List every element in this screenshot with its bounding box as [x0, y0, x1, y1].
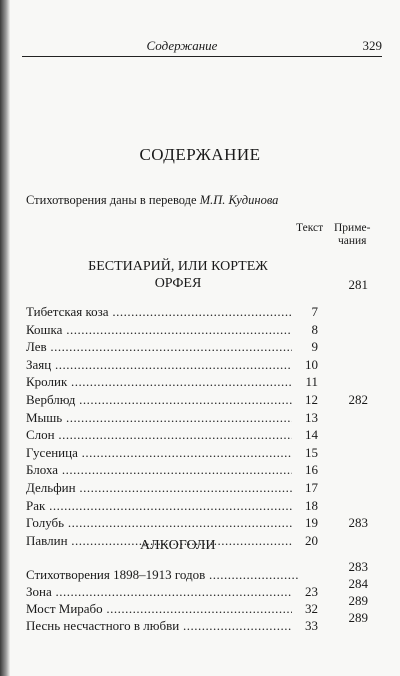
section-title-alcools: АЛКОГОЛИ	[140, 538, 216, 553]
toc-list-bestiary	[26, 303, 370, 549]
toc-entry-page: 11	[292, 373, 318, 390]
toc-entry[interactable]	[26, 514, 370, 532]
running-head	[22, 34, 382, 60]
section-title-line2: ОРФЕЯ	[154, 276, 202, 291]
toc-entry[interactable]	[26, 593, 370, 617]
toc-list-alcools	[26, 559, 370, 634]
toc-entry-title: Гусеница .....	[26, 444, 298, 461]
toc-entry-title: Заяц .....	[26, 356, 298, 373]
toc-entry-title: Павлин .....	[26, 532, 298, 549]
section-title-bestiary	[60, 258, 296, 292]
translator-name: М.П. Кудинова	[199, 193, 279, 207]
toc-entry-page: 13	[292, 409, 318, 426]
toc-entry-page: 9	[292, 338, 318, 355]
toc-entry-note: 282	[348, 391, 368, 407]
toc-entry-page: 12	[292, 391, 318, 408]
toc-entry-page: 19	[292, 514, 318, 531]
toc-entry-note: 283	[348, 515, 368, 531]
toc-entry-page: 23	[292, 583, 318, 600]
toc-entry-page: 10	[292, 356, 318, 373]
toc-entry-page: 16	[292, 461, 318, 478]
running-title: Содержание	[146, 38, 218, 53]
toc-entry-page: 14	[292, 426, 318, 443]
column-header-notes-line1: Приме-	[334, 222, 371, 234]
toc-entry[interactable]	[26, 576, 370, 600]
toc-entry-page: 33	[292, 617, 318, 634]
toc-entry-note: 284	[348, 576, 368, 591]
section-title-line1: БЕСТИАРИЙ, ИЛИ КОРТЕЖ	[88, 259, 268, 274]
column-header-notes-line2: чания	[337, 235, 367, 247]
toc-entry-title: Голубь .....	[26, 514, 298, 531]
toc-entry-title: Кролик .....	[26, 373, 298, 390]
book-spine-shadow	[0, 0, 10, 676]
toc-entry[interactable]	[26, 321, 370, 339]
toc-entry-page: 8	[292, 321, 318, 338]
toc-entry-title: Мышь .....	[26, 409, 298, 426]
toc-entry[interactable]	[26, 373, 370, 391]
column-header-notes	[334, 222, 370, 248]
toc-entry-note: 289	[348, 610, 368, 625]
toc-entry-title: Стихотворения 1898–1913 годов .....	[26, 566, 298, 583]
toc-entry[interactable]	[26, 559, 370, 583]
toc-entry-title: Верблюд .....	[26, 391, 298, 408]
toc-entry[interactable]	[26, 461, 370, 479]
toc-entry-page: 7	[292, 303, 318, 320]
section-note: 281	[348, 277, 368, 292]
toc-entry[interactable]	[26, 497, 370, 515]
toc-entry[interactable]	[26, 338, 370, 356]
toc-entry[interactable]	[26, 409, 370, 427]
toc-entry-page: 17	[292, 479, 318, 496]
toc-entry-title: Блоха .....	[26, 461, 298, 478]
toc-entry-title: Рак .....	[26, 497, 298, 514]
toc-entry[interactable]	[26, 356, 370, 374]
toc-entry[interactable]	[26, 479, 370, 497]
toc-entry[interactable]	[26, 426, 370, 444]
toc-entry-title: Песнь несчастного в любви .....	[26, 617, 298, 634]
toc-entry[interactable]	[26, 303, 370, 321]
toc-entry-page: 32	[292, 600, 318, 617]
toc-entry-note: 289	[348, 593, 368, 608]
toc-entry-page: 20	[292, 532, 318, 549]
toc-entry-title: Лев .....	[26, 338, 298, 355]
toc-entry[interactable]	[26, 444, 370, 462]
toc-entry-title: Слон .....	[26, 426, 298, 443]
contents-title: СОДЕРЖАНИЕ	[139, 145, 261, 164]
translation-note-prefix: Стихотворения даны в переводе	[26, 193, 197, 207]
page-number: 329	[362, 38, 382, 53]
toc-entry-title: Зона .....	[26, 583, 298, 600]
translation-note	[26, 193, 278, 208]
toc-entry-page: 18	[292, 497, 318, 514]
toc-entry-title: Мост Мирабо .....	[26, 600, 298, 617]
toc-entry[interactable]	[26, 610, 370, 634]
header-rule	[22, 56, 382, 57]
toc-entry-note: 283	[348, 559, 368, 574]
toc-entry-title: Тибетская коза .....	[26, 303, 298, 320]
toc-entry-page: 15	[292, 444, 318, 461]
toc-entry-title: Кошка .....	[26, 321, 298, 338]
toc-entry-title: Дельфин .....	[26, 479, 298, 496]
toc-entry[interactable]	[26, 391, 370, 409]
column-header-text: Текст	[296, 222, 324, 234]
